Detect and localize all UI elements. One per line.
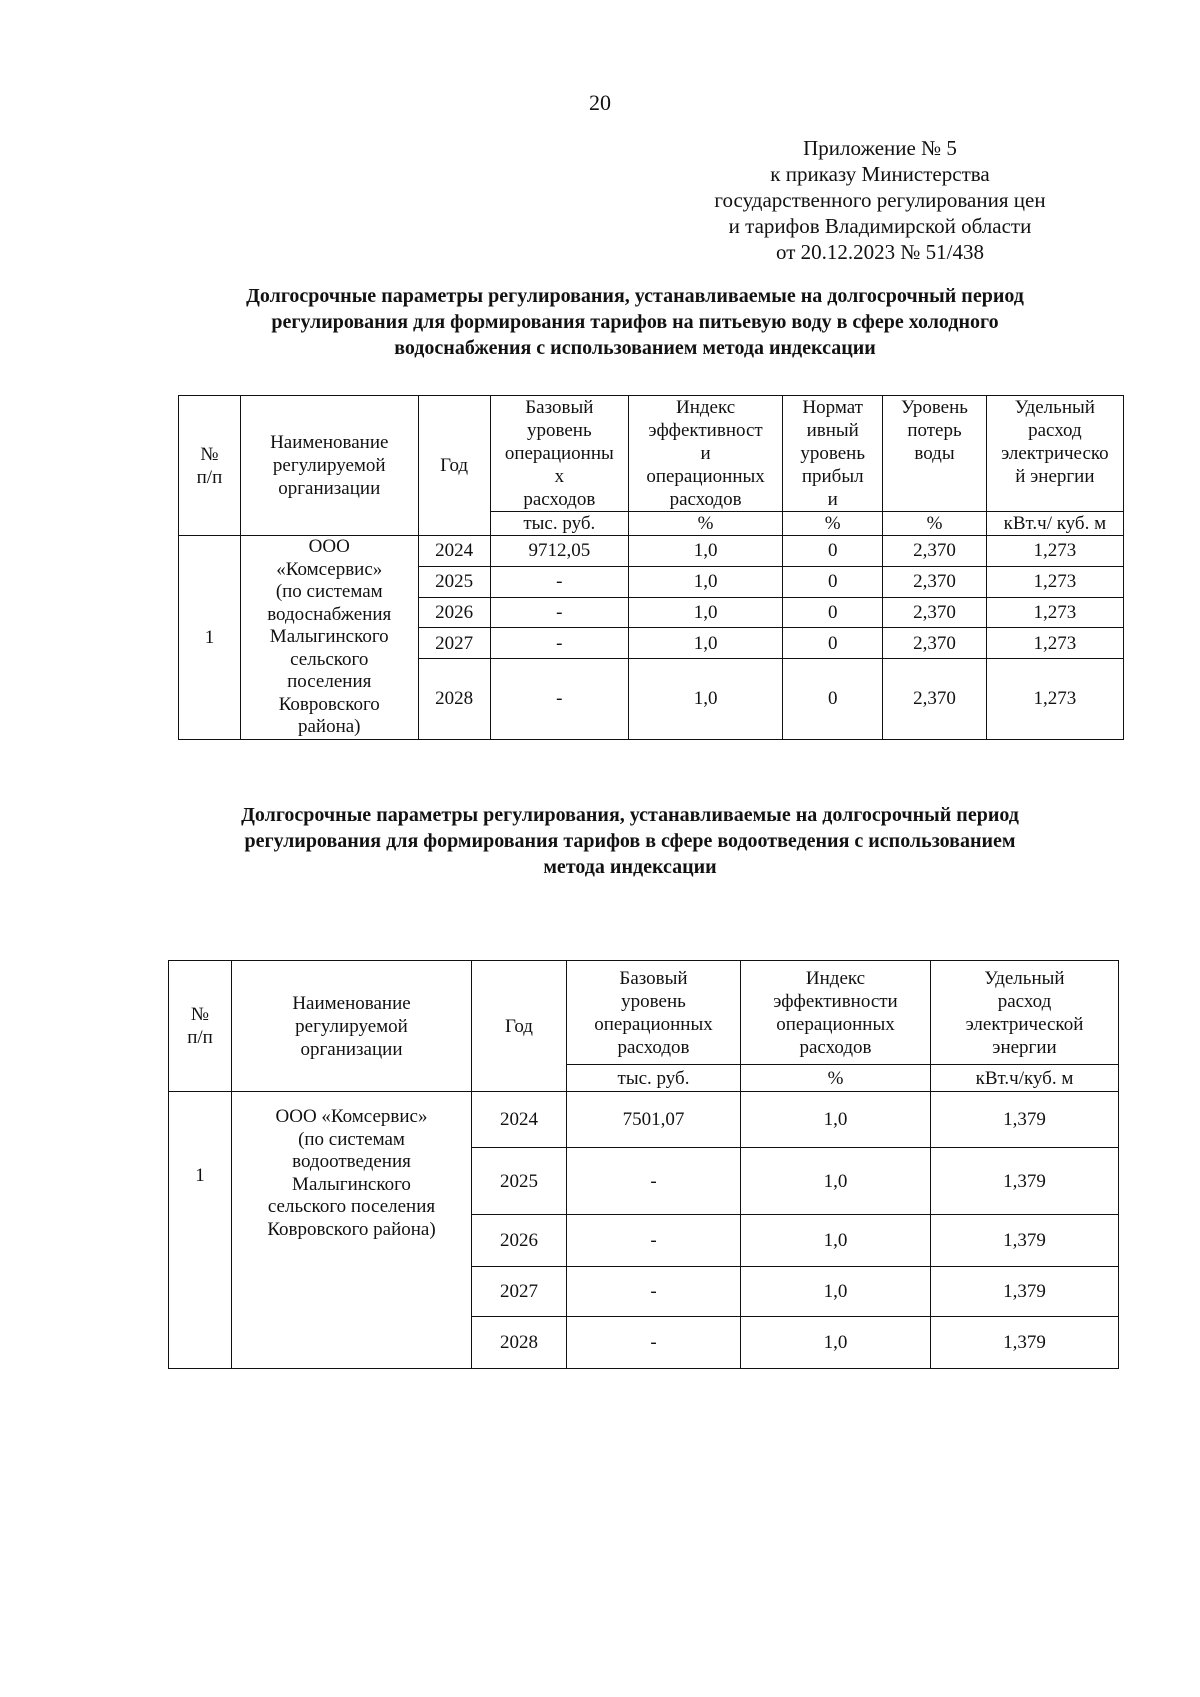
col-index-header — [741, 961, 931, 1065]
header-text: Индекс — [805, 967, 866, 989]
energy-cell: 1,379 — [931, 1317, 1119, 1369]
year-cell: 2028 — [418, 659, 490, 739]
header-text: ивный — [806, 420, 859, 441]
col-energy-header — [986, 396, 1123, 512]
title-line: водоснабжения с использованием метода индексации — [394, 337, 876, 359]
header-text: й энергии — [1015, 466, 1095, 487]
annex-line: и тарифов Владимирской области — [728, 214, 1032, 238]
header-text: Индекс — [675, 397, 736, 418]
base-cell: 9712,05 — [490, 536, 628, 567]
index-cell: 1,0 — [629, 659, 783, 739]
row-number: 1 — [179, 536, 241, 740]
col-profit-header — [783, 396, 883, 512]
header-text: п/п — [187, 1027, 213, 1048]
energy-cell: 1,379 — [931, 1215, 1119, 1267]
header-text: расходов — [617, 1036, 690, 1058]
header-text: электрической — [965, 1013, 1084, 1035]
col-year-header — [472, 961, 567, 1092]
table-row — [179, 536, 1124, 567]
header-text: уровень — [621, 990, 686, 1012]
title-line: регулирования для формирования тарифов в сфере водоотведения с использованием — [244, 830, 1016, 852]
header-text: воды — [914, 443, 955, 464]
header-text: расход — [997, 990, 1052, 1012]
header-text: расходов — [669, 489, 742, 510]
header-text: операционных — [594, 1013, 713, 1035]
header-text: операционны — [504, 443, 614, 464]
base-cell: - — [490, 566, 628, 597]
energy-cell: 1,273 — [986, 628, 1123, 659]
unit-index: % — [629, 512, 783, 536]
unit-base: тыс. руб. — [567, 1065, 741, 1092]
col-base-header — [567, 961, 741, 1065]
index-cell: 1,0 — [741, 1092, 931, 1148]
water-supply-table — [178, 395, 1124, 740]
header-text: х — [554, 466, 565, 487]
col-year-header: Год — [418, 396, 490, 536]
header-text: потерь — [907, 420, 962, 441]
profit-cell: 0 — [783, 566, 883, 597]
profit-cell: 0 — [783, 628, 883, 659]
header-text: уровень — [800, 443, 865, 464]
year-cell: 2025 — [472, 1148, 567, 1215]
year-cell: 2025 — [418, 566, 490, 597]
energy-cell: 1,379 — [931, 1148, 1119, 1215]
header-text: расход — [1028, 420, 1082, 441]
title-line: регулирования для формирования тарифов на питьевую воду в сфере холодного — [271, 311, 999, 333]
col-loss-header — [883, 396, 987, 512]
index-cell: 1,0 — [629, 628, 783, 659]
energy-cell: 1,273 — [986, 566, 1123, 597]
base-cell: - — [567, 1148, 741, 1215]
base-cell: - — [490, 597, 628, 628]
header-text: организации — [300, 1038, 403, 1060]
header-text: № — [190, 1004, 210, 1025]
title-line: Долгосрочные параметры регулирования, устанавливаемые на долгосрочный период — [246, 285, 1024, 307]
base-cell: 7501,07 — [567, 1092, 741, 1148]
header-text: прибыл — [801, 466, 864, 487]
header-text: регулируемой — [295, 1015, 408, 1037]
row-number: 1 — [169, 1092, 232, 1369]
page-number: 20 — [589, 90, 611, 115]
annex-line: Приложение № 5 — [803, 136, 957, 160]
base-cell: - — [567, 1215, 741, 1267]
section1-title — [175, 283, 1095, 361]
unit-index: % — [741, 1065, 931, 1092]
unit-loss: % — [883, 512, 987, 536]
index-cell: 1,0 — [741, 1148, 931, 1215]
header-text: и — [827, 489, 838, 510]
loss-cell: 2,370 — [883, 597, 987, 628]
title-line: Долгосрочные параметры регулирования, устанавливаемые на долгосрочный период — [241, 804, 1019, 826]
energy-cell: 1,273 — [986, 659, 1123, 739]
base-cell: - — [490, 659, 628, 739]
org-name: ООО «Комсервис» (по системам водоотведения Малыгинского сельского поселения Ковровского района) — [232, 1092, 472, 1369]
header-text: расходов — [799, 1036, 872, 1058]
unit-energy: кВт.ч/ куб. м — [986, 512, 1123, 536]
col-org-header — [232, 961, 472, 1092]
header-text: расходов — [523, 489, 596, 510]
profit-cell: 0 — [783, 659, 883, 739]
col-num-header — [169, 961, 232, 1092]
index-cell: 1,0 — [741, 1215, 931, 1267]
index-cell: 1,0 — [629, 566, 783, 597]
col-org-header: Наименование регулируемой организации — [240, 396, 418, 536]
loss-cell: 2,370 — [883, 566, 987, 597]
annex-line: к приказу Министерства — [770, 162, 990, 186]
header-text: энергии — [992, 1036, 1057, 1058]
index-cell: 1,0 — [629, 536, 783, 567]
header-text: Год — [505, 1015, 533, 1037]
annex-line: государственного регулирования цен — [714, 188, 1046, 212]
header-text: Уровень — [901, 397, 968, 418]
base-cell: - — [567, 1267, 741, 1317]
title-line: метода индексации — [543, 856, 717, 878]
header-text: операционных — [646, 466, 765, 487]
year-cell: 2024 — [472, 1092, 567, 1148]
header-text: уровень — [526, 420, 592, 441]
header-text: операционных — [776, 1013, 895, 1035]
header-text: Базовый — [619, 967, 688, 989]
profit-cell: 0 — [783, 536, 883, 567]
index-cell: 1,0 — [629, 597, 783, 628]
header-text: эффективност — [648, 420, 763, 441]
unit-base: тыс. руб. — [490, 512, 628, 536]
base-cell: - — [567, 1317, 741, 1369]
col-num-header: № п/п — [179, 396, 241, 536]
year-cell: 2028 — [472, 1317, 567, 1369]
loss-cell: 2,370 — [883, 628, 987, 659]
energy-cell: 1,379 — [931, 1267, 1119, 1317]
unit-energy: кВт.ч/куб. м — [931, 1065, 1119, 1092]
year-cell: 2027 — [418, 628, 490, 659]
unit-profit: % — [783, 512, 883, 536]
energy-cell: 1,379 — [931, 1092, 1119, 1148]
loss-cell: 2,370 — [883, 536, 987, 567]
profit-cell: 0 — [783, 597, 883, 628]
index-cell: 1,0 — [741, 1317, 931, 1369]
base-cell: - — [490, 628, 628, 659]
year-cell: 2024 — [418, 536, 490, 567]
loss-cell: 2,370 — [883, 659, 987, 739]
annex-block — [600, 135, 1160, 265]
annex-line: от 20.12.2023 № 51/438 — [775, 240, 985, 264]
col-base-header — [490, 396, 628, 512]
header-text: Удельный — [984, 967, 1065, 989]
org-name: ООО «Комсервис» (по системам водоснабжения Малыгинского сельского поселения Ковровского района) — [240, 536, 418, 740]
index-cell: 1,0 — [741, 1267, 931, 1317]
year-cell: 2027 — [472, 1267, 567, 1317]
energy-cell: 1,273 — [986, 536, 1123, 567]
col-energy-header — [931, 961, 1119, 1065]
wastewater-table — [168, 960, 1119, 1369]
header-text: электрическо — [1001, 443, 1109, 464]
section2-title — [170, 802, 1090, 880]
header-text: Нормат — [802, 397, 863, 418]
header-text: эффективности — [773, 990, 898, 1012]
header-text: и — [700, 443, 711, 464]
col-index-header — [629, 396, 783, 512]
table-row — [169, 1092, 1119, 1148]
header-text: Базовый — [525, 397, 594, 418]
header-text: Удельный — [1014, 397, 1095, 418]
year-cell: 2026 — [472, 1215, 567, 1267]
year-cell: 2026 — [418, 597, 490, 628]
energy-cell: 1,273 — [986, 597, 1123, 628]
header-text: Наименование — [292, 992, 411, 1014]
